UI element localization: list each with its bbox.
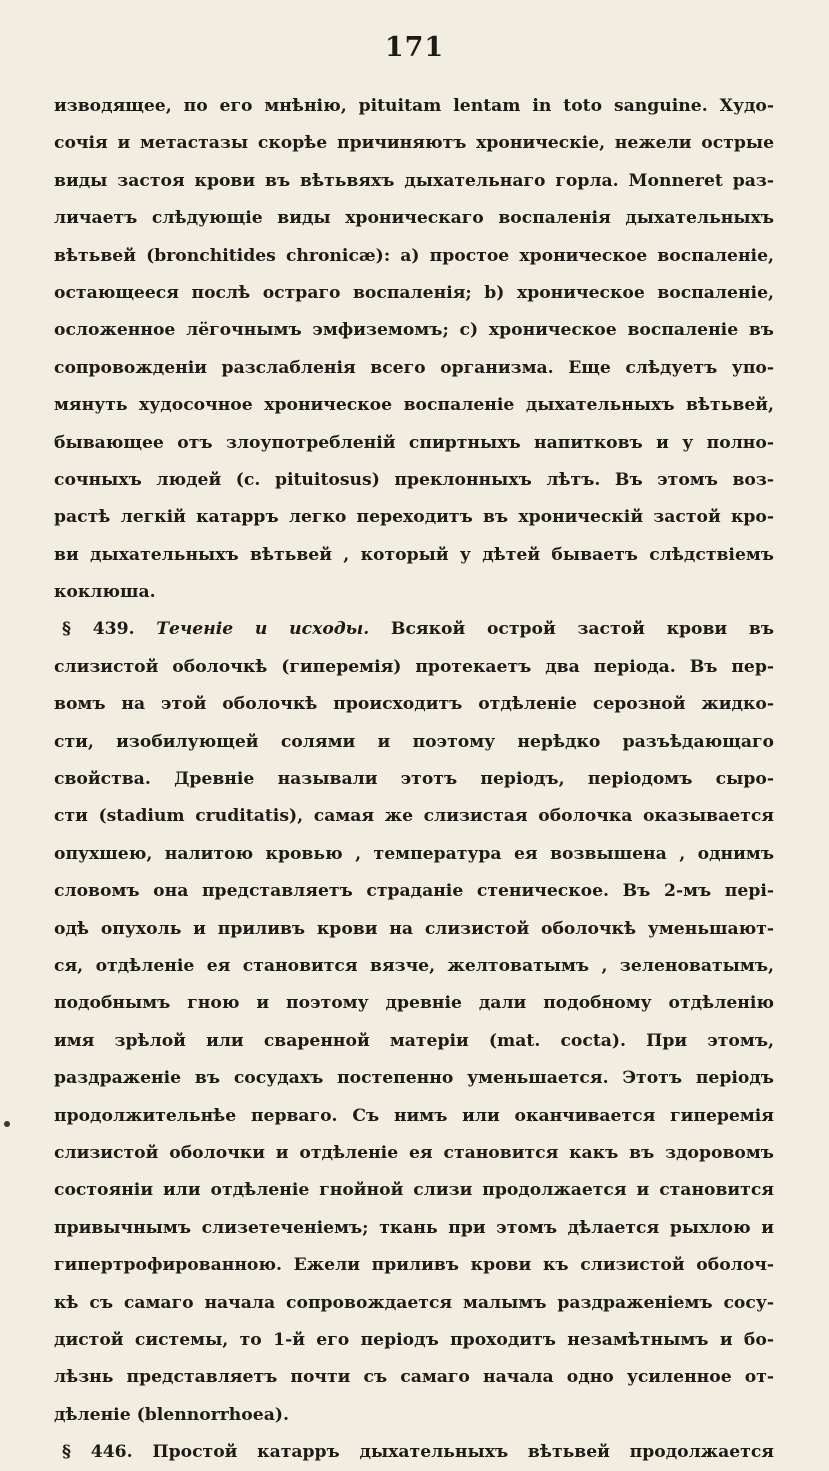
- section-heading-line: [54, 611, 774, 648]
- text-line: слизистой оболочки и отдѣленіе ея становится какъ въ здоровомъ: [54, 1142, 774, 1163]
- text-line: состояніи или отдѣленіе гнойной слизи продолжается и становится: [54, 1180, 774, 1201]
- text-line: остающееся послѣ остраго воспаленія; b) хроническое воспаленіе,: [54, 282, 774, 303]
- text-line: сочія и метастазы скорѣе причиняютъ хроническіе, нежели острые: [54, 133, 774, 154]
- text-line: бывающее отъ злоупотребленій спиртныхъ напитковъ и у полно-: [54, 432, 774, 453]
- text-line: сопровожденіи разслабленія всего организма. Еще слѣдуетъ упо-: [54, 357, 774, 378]
- ink-speck-mark: [4, 1121, 10, 1127]
- section-heading-line: [54, 1434, 774, 1471]
- text-line: лѣзнь представляетъ почти съ самаго начала одно усиленное от-: [54, 1367, 774, 1388]
- text-line: продолжительнѣе перваго. Съ нимъ или оканчивается гиперемія: [54, 1105, 774, 1126]
- text-line: свойства. Древніе называли этотъ періодъ, періодомъ сыро-: [54, 769, 774, 790]
- text-line: привычнымъ слизетеченіемъ; ткань при этомъ дѣлается рыхлою и: [54, 1217, 774, 1238]
- section-number: § 446.: [62, 1442, 133, 1463]
- text-line: имя зрѣлой или сваренной матеріи (mat. cocta). При этомъ,: [54, 1030, 774, 1051]
- text-line: гипертрофированною. Ежели приливъ крови къ слизистой оболоч-: [54, 1255, 774, 1276]
- text-line: ви дыхательныхъ вѣтьвей , который у дѣтей бываетъ слѣдствіемъ: [54, 544, 774, 565]
- text-line: коклюша.: [54, 582, 156, 603]
- body-text: [54, 88, 774, 1471]
- text-line: слизистой оболочкѣ (гиперемія) протекаетъ два періода. Въ пер-: [54, 656, 774, 677]
- text-line: растѣ легкій катарръ легко переходитъ въ хроническій застой кро-: [54, 507, 774, 528]
- text-line: дѣленіе (blennorrhoea).: [54, 1404, 289, 1425]
- text-line: изводящее, по его мнѣнію, pituitam lentam in toto sanguine. Худо-: [54, 96, 774, 116]
- text-line: вомъ на этой оболочкѣ происходитъ отдѣленіе серозной жидко-: [54, 694, 774, 715]
- text-line: раздраженіе въ сосудахъ постепенно уменьшается. Этотъ періодъ: [54, 1068, 774, 1089]
- text-line: сти (stadium cruditatis), самая же слизистая оболочка оказывается: [54, 806, 774, 827]
- text-line: ся, отдѣленіе ея становится вязче, желтоватымъ , зеленоватымъ,: [54, 955, 774, 976]
- text-line: личаетъ слѣдующіе виды хроническаго воспаленія дыхательныхъ: [54, 208, 774, 229]
- text-line: дистой системы, то 1-й его періодъ проходитъ незамѣтнымъ и бо-: [54, 1329, 774, 1350]
- text-line: опухшею, налитою кровью , температура ея возвышена , однимъ: [54, 843, 774, 864]
- text-line: кѣ съ самаго начала сопровождается малымъ раздраженіемъ сосу-: [54, 1292, 774, 1313]
- text-line: сти, изобилующей солями и поэтому нерѣдко разъѣдающаго: [54, 731, 774, 752]
- text-line: сочныхъ людей (c. pituitosus) преклонныхъ лѣтъ. Въ этомъ воз-: [54, 469, 774, 490]
- page-number: 171: [384, 32, 445, 63]
- text-line: подобнымъ гною и поэтому древніе дали подобному отдѣленію: [54, 993, 774, 1014]
- text-line: осложенное лёгочнымъ эмфиземомъ; c) хроническое воспаленіе въ: [54, 320, 774, 341]
- text-line-fragment: Всякой острой застой крови въ: [390, 619, 774, 640]
- section-number: § 439.: [62, 619, 135, 640]
- text-line: вѣтьвей (bronchitides chronicæ): a) простое хроническое воспаленіе,: [54, 245, 774, 266]
- text-line-fragment: Простой катарръ дыхательныхъ вѣтьвей продолжается: [152, 1442, 774, 1463]
- text-line: мянуть худосочное хроническое воспаленіе дыхательныхъ вѣтьвей,: [54, 395, 774, 416]
- section-title: Теченіе и исходы.: [156, 619, 370, 640]
- text-line: словомъ она представляетъ страданіе стеническое. Въ 2-мъ пері-: [54, 881, 774, 902]
- text-line: одѣ опухоль и приливъ крови на слизистой оболочкѣ уменьшают-: [54, 918, 774, 939]
- text-line: виды застоя крови въ вѣтьвяхъ дыхательнаго горла. Monneret раз-: [54, 170, 774, 191]
